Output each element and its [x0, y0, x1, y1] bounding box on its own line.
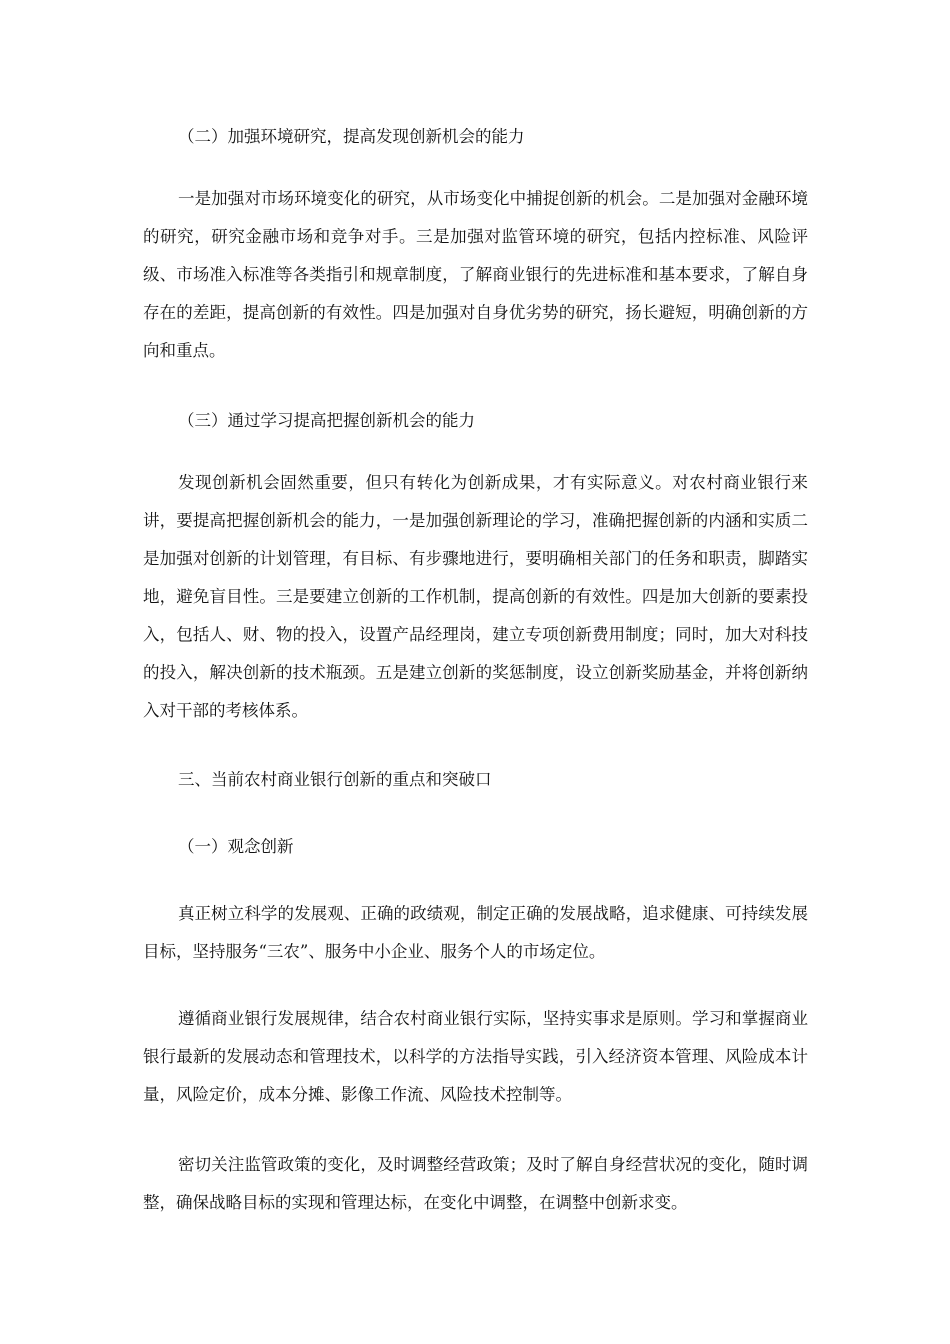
paragraph-concept-3: 密切关注监管政策的变化，及时调整经营政策；及时了解自身经营状况的变化，随时调整，确保战略目标的实现和管理达标，在变化中调整，在调整中创新求变。 — [143, 1155, 808, 1212]
subheading-concept-innovation: （一）观念创新 — [178, 837, 294, 856]
paragraph-concept-1: 真正树立科学的发展观、正确的政绩观，制定正确的发展战略，追求健康、可持续发展目标，坚持服务“三农”、服务中小企业、服务个人的市场定位。 — [143, 904, 808, 961]
section-heading-innovation-focus: 三、当前农村商业银行创新的重点和突破口 — [178, 770, 492, 789]
subheading-environment-research: （二）加强环境研究，提高发现创新机会的能力 — [178, 127, 525, 146]
paragraph-environment-research: 一是加强对市场环境变化的研究，从市场变化中捕捉创新的机会。二是加强对金融环境的研究，研究金融市场和竞争对手。三是加强对监管环境的研究，包括内控标准、风险评级、市场准入标准等各类指引和规章制度，了解商业银行的先进标准和基本要求，了解自身存在的差距，提高创新的有效性。四是加强对自身优劣势的研究，扬长避短，明确创新的方向和重点。 — [143, 189, 808, 360]
paragraph-learning: 发现创新机会固然重要，但只有转化为创新成果，才有实际意义。对农村商业银行来讲，要提高把握创新机会的能力，一是加强创新理论的学习，准确把握创新的内涵和实质二是加强对创新的计划管理，有目标、有步骤地进行，要明确相关部门的任务和职责，脚踏实地，避免盲目性。三是要建立创新的工作机制，提高创新的有效性。四是加大创新的要素投入，包括人、财、物的投入，设置产品经理岗，建立专项创新费用制度；同时，加大对科技的投入，解决创新的技术瓶颈。五是建立创新的奖惩制度，设立创新奖励基金，并将创新纳入对干部的考核体系。 — [143, 473, 808, 720]
paragraph-concept-2: 遵循商业银行发展规律，结合农村商业银行实际，坚持实事求是原则。学习和掌握商业银行最新的发展动态和管理技术，以科学的方法指导实践，引入经济资本管理、风险成本计量，风险定价，成本分摊、影像工作流、风险技术控制等。 — [143, 1009, 808, 1104]
subheading-learning: （三）通过学习提高把握创新机会的能力 — [178, 411, 475, 430]
